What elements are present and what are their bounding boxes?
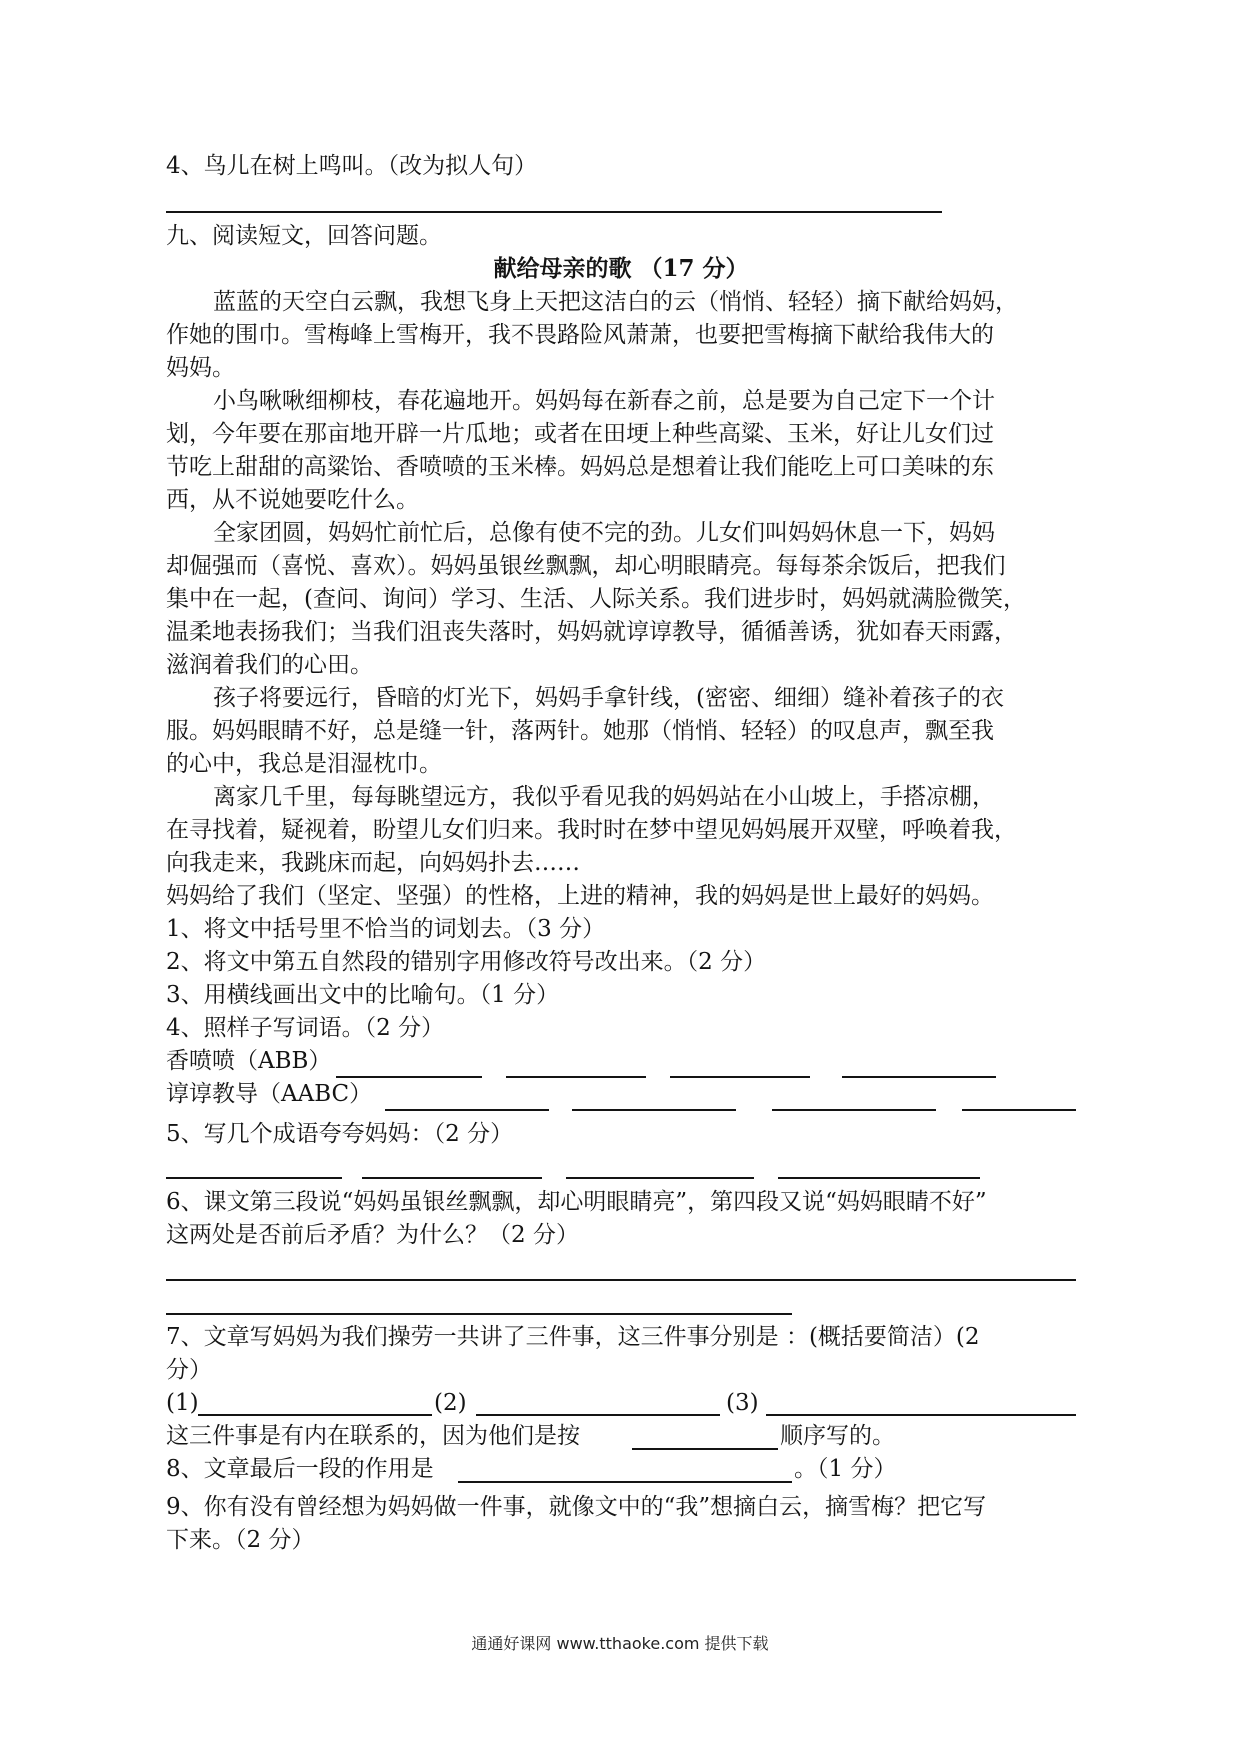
question-6-line2: 这两处是否前后矛盾？为什么？（2 分） [166,1222,579,1248]
article-line: 全家团圆，妈妈忙前忙后，总像有使不完的劲。儿女们叫妈妈休息一下，妈妈 [213,520,995,546]
question-4-abb-label: 香喷喷（ABB） [166,1048,332,1074]
question-7-item-3: (3) [726,1390,759,1416]
question-6-line1: 6、课文第三段说“妈妈虽银丝飘飘，却心明眼睛亮”，第四段又说“妈妈眼睛不好” [166,1189,987,1215]
answer-line-q6-1[interactable] [166,1279,1076,1281]
answer-line-abb-2[interactable] [506,1076,646,1078]
question-9-line2: 下来。（2 分） [166,1527,315,1553]
article-title: 献给母亲的歌 （17 分） [493,255,749,282]
answer-line-q7-order[interactable] [632,1448,778,1450]
article-line: 妈妈。 [166,355,235,381]
answer-line-q7-2[interactable] [476,1414,720,1416]
article-line: 向我走来，我跳床而起，向妈妈扑去…… [166,850,580,876]
article-line: 孩子将要远行，昏暗的灯光下，妈妈手拿针线，(密密、细细）缝补着孩子的衣 [213,685,1004,711]
article-line: 蓝蓝的天空白云飘，我想飞身上天把这洁白的云（悄悄、轻轻）摘下献给妈妈， [213,289,1018,315]
question-8-a: 8、文章最后一段的作用是 [166,1456,434,1482]
article-line: 温柔地表扬我们；当我们沮丧失落时，妈妈就谆谆教导，循循善诱，犹如春天雨露， [166,619,1017,645]
footer-text: 通通好课网 www.tthaoke.com 提供下载 [471,1634,769,1653]
question-7-line2: 分） [166,1357,212,1383]
article-line: 滋润着我们的心田。 [166,652,373,678]
question-7-item-1: (1) [166,1390,199,1416]
question-1: 1、将文中括号里不恰当的词划去。（3 分） [166,916,606,942]
article-line: 小鸟啾啾细柳枝，春花遍地开。妈妈每在新春之前，总是要为自己定下一个计 [213,388,995,414]
question-2: 2、将文中第五自然段的错别字用修改符号改出来。（2 分） [166,949,767,975]
article-line: 离家几千里，每每眺望远方，我似乎看见我的妈妈站在小山坡上，手搭凉棚， [213,784,995,810]
answer-line-abb-1[interactable] [336,1076,482,1078]
question-8-b: 。（1 分） [794,1456,897,1482]
answer-line-idiom-4[interactable] [778,1177,980,1179]
answer-line-q7-3[interactable] [766,1414,1076,1416]
question-9-line1: 9、你有没有曾经想为妈妈做一件事，就像文中的“我”想摘白云，摘雪梅？把它写 [166,1494,987,1520]
question-7-line1: 7、文章写妈妈为我们操劳一共讲了三件事，这三件事分别是 ：(概括要简洁）(2 [166,1324,980,1350]
article-line: 西，从不说她要吃什么。 [166,487,419,513]
section-9-heading: 九、阅读短文，回答问题。 [166,223,442,249]
answer-line-aabc-1[interactable] [385,1109,549,1111]
article-line: 节吃上甜甜的高粱饴、香喷喷的玉米棒。妈妈总是想着让我们能吃上可口美味的东 [166,454,994,480]
answer-line-aabc-4[interactable] [962,1109,1076,1111]
article-line: 作她的围巾。雪梅峰上雪梅开，我不畏路险风萧萧，也要把雪梅摘下献给我伟大的 [166,322,994,348]
answer-line-idiom-3[interactable] [566,1177,754,1179]
question-8-4: 4、鸟儿在树上鸣叫。（改为拟人句） [166,153,538,179]
article-line: 在寻找着，疑视着，盼望儿女们归来。我时时在梦中望见妈妈展开双壁，呼唤着我， [166,817,1017,843]
question-7-line4a: 这三件事是有内在联系的，因为他们是按 [166,1423,580,1449]
question-4: 4、照样子写词语。（2 分） [166,1015,445,1041]
answer-line-abb-3[interactable] [670,1076,810,1078]
question-4-aabc-label: 谆谆教导（AABC） [166,1081,373,1107]
answer-line-idiom-1[interactable] [166,1177,342,1179]
answer-line-q6-2[interactable] [166,1313,792,1315]
answer-line-aabc-2[interactable] [572,1109,736,1111]
article-line: 妈妈给了我们（坚定、坚强）的性格，上进的精神，我的妈妈是世上最好的妈妈。 [166,883,994,909]
article-line: 集中在一起，(查问、询问）学习、生活、人际关系。我们进步时，妈妈就满脸微笑， [166,586,1026,612]
question-7-item-2: (2) [434,1390,467,1416]
question-3: 3、用横线画出文中的比喻句。（1 分） [166,982,560,1008]
answer-line-aabc-3[interactable] [772,1109,936,1111]
question-7-line4b: 顺序写的。 [780,1423,895,1449]
answer-line-abb-4[interactable] [842,1076,996,1078]
article-line: 的心中，我总是泪湿枕巾。 [166,751,442,777]
article-line: 服。妈妈眼睛不好，总是缝一针，落两针。她那（悄悄、轻轻）的叹息声，飘至我 [166,718,994,744]
question-5: 5、写几个成语夸夸妈妈：（2 分） [166,1121,514,1147]
answer-line-q7-1[interactable] [198,1414,432,1416]
article-line: 划，今年要在那亩地开辟一片瓜地；或者在田埂上种些高粱、玉米，好让儿女们过 [166,421,994,447]
answer-line-8-4[interactable] [166,211,942,213]
answer-line-q8[interactable] [458,1481,792,1483]
article-line: 却倔强而（喜悦、喜欢）。妈妈虽银丝飘飘，却心明眼睛亮。每每茶余饭后，把我们 [166,553,1006,579]
answer-line-idiom-2[interactable] [362,1177,542,1179]
